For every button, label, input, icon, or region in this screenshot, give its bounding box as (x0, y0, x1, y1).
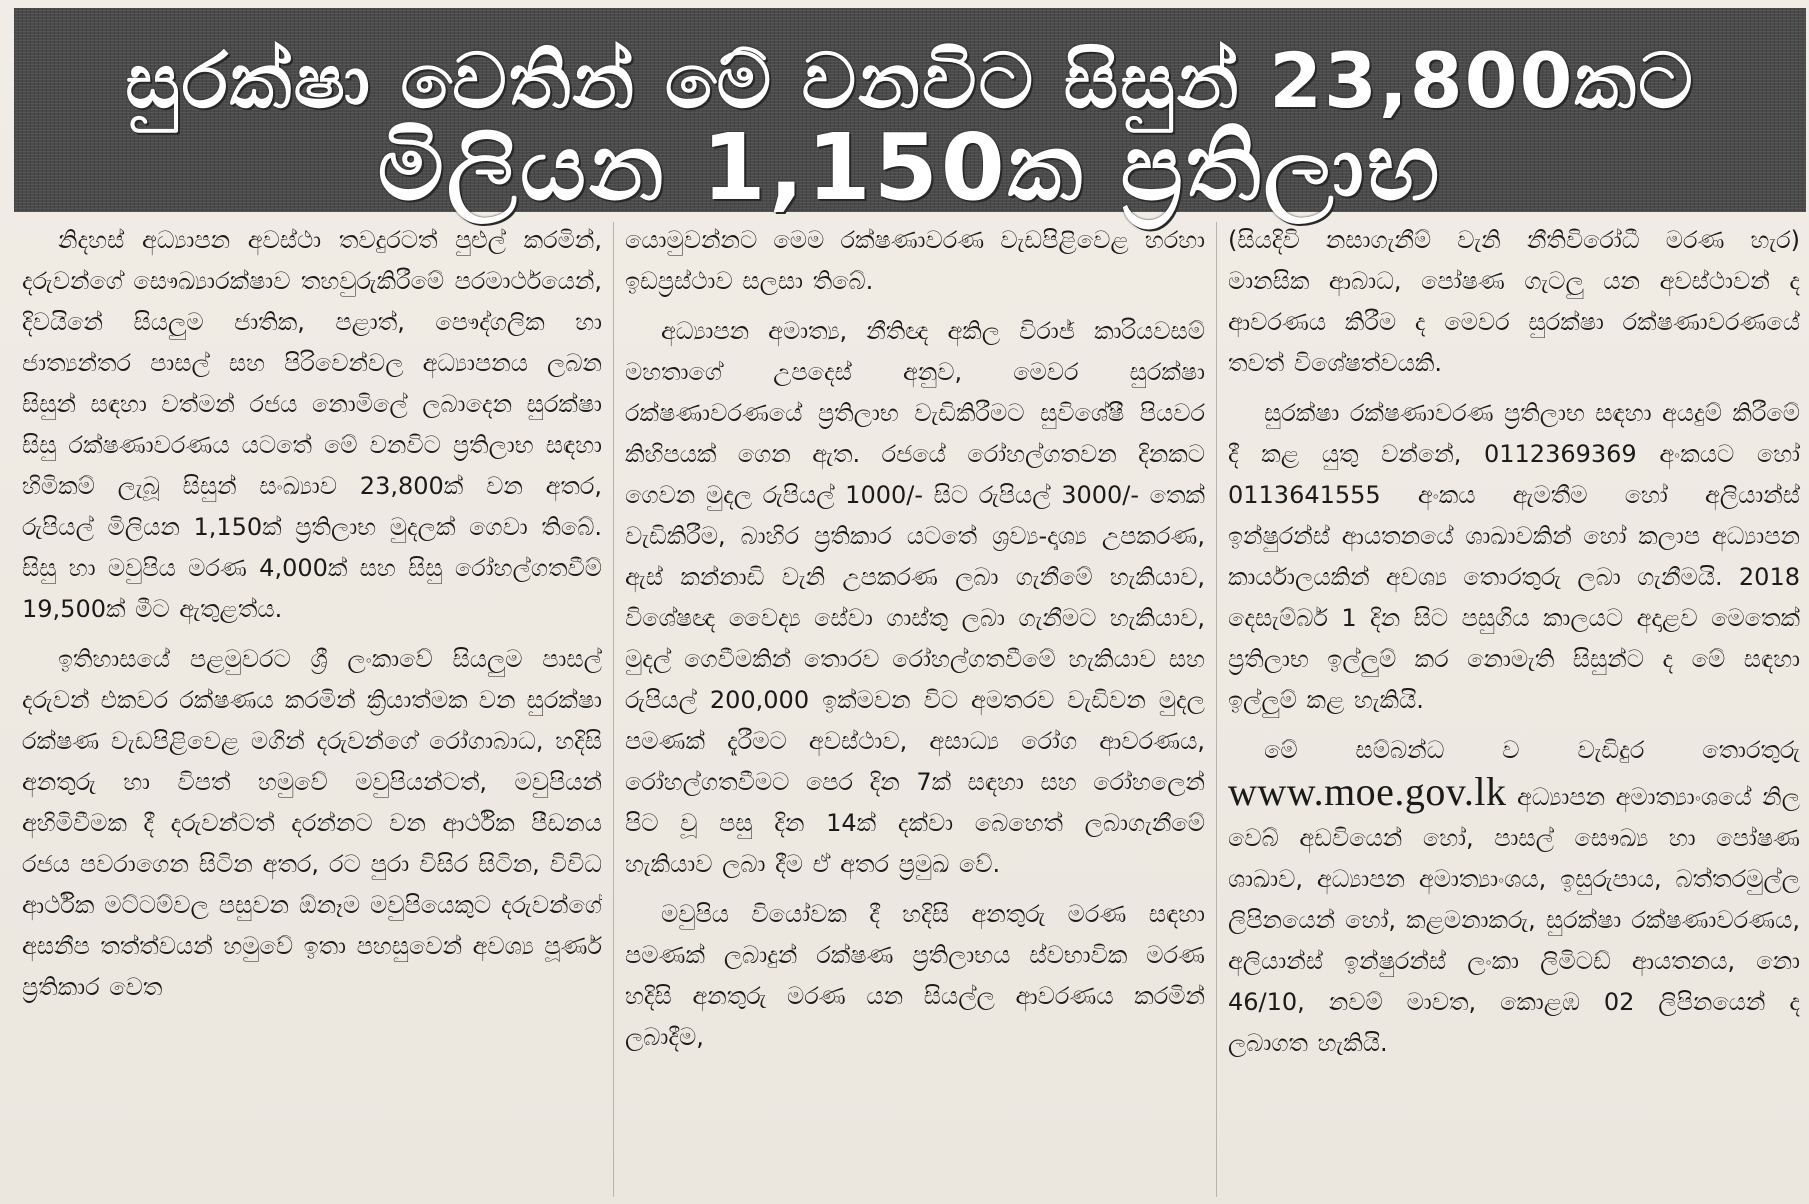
paragraph: අධ්‍යාපන අමාත්‍ය, නීතිඥ අකිල විරාජ් කාරියවසම් මහතාගේ උපදෙස් අනුව, මෙවර සුරක්ෂා රක්ෂණාවරණයේ ප්‍රතිලාභ වැඩිකිරීමට සුවිශේෂී පියවර කිහිපයක් ගෙන ඇත. රජයේ රෝහල්ගතවන දිනකට ගෙවන මුදල රුපියල් 1000/- සිට රුපියල් 3000/- තෙක් වැඩිකිරීම, බාහිර ප්‍රතිකාර යටතේ ශ්‍රව්‍ය-දෘශ්‍ය උපකරණ, ඇස් කන්නාඩි වැනි උපකරණ ලබා ගැනීමේ හැකියාව, විශේෂඥ වෛද්‍ය සේවා ගාස්තු ලබා ගැනීමට හැකියාව, මුදල් ගෙවීමකින් තොරව රෝහල්ගතවීමේ හැකියාව සහ රුපියල් 200,000 ඉක්මවන විට අමතරව වැඩිවන මුදල පමණක් දැරීමට අවස්ථාව, අසාධ්‍ය රෝග ආවරණය, රෝහල්ගතවීමට පෙර දින 7ක් සඳහා සහ රෝහලෙන් පිට වූ පසු දින 14ක් දක්වා බෙහෙත් ලබාගැනීමේ හැකියාව ලබා දීම ඒ අතර ප්‍රමුඛ වේ. (625, 317, 1205, 878)
contact-lead-text: මේ සම්බන්ධ ව වැඩිදුර තොරතුරු (1264, 736, 1800, 764)
article-column-1 (22, 220, 602, 1200)
paragraph: මවුපිය වියෝවක දී හදිසි අනතුරු මරණ සඳහා පමණක් ලබාදුන් රක්ෂණ ප්‍රතිලාභය ස්වභාවික මරණ හදිසි අනතුරු මරණ යන සියල්ල ආවරණය කරමින් ලබාදීම, (625, 900, 1205, 1051)
paragraph: ඉතිහාසයේ පළමුවරට ශ්‍රී ලංකාවේ සියලුම පාසල් දරුවන් එකවර රක්ෂණය කරමින් ක්‍රියාත්මක වන සුරක්ෂා රක්ෂණ වැඩපිළිවෙළ මගින් දරුවන්ගේ රෝගාබාධ, හදිසි අනතුරු හා විපත් හමුවේ මවුපියන්ටත්, මවුපියන් අහිමිවීමක දී දරුවන්ටත් දරන්නට වන ආර්ථික පීඩනය රජය පවරාගෙන සිටින අතර, රට පුරා විසිර සිටින, විවිධ ආර්ථික මට්ටම්වල පසුවන ඕනෑම මවුපියෙකුට දරුවන්ගේ අසනීප තත්ත්වයන් හමුවේ ඉතා පහසුවෙන් අවශ්‍ය පූර්ණ ප්‍රතිකාර වෙත (22, 645, 602, 1001)
headline-line-2: මිලියන 1,150ක ප්‍රතිලාභ (377, 114, 1443, 221)
paragraph-contact (1228, 730, 1800, 1064)
article-column-3 (1228, 220, 1800, 1200)
headline-banner (14, 8, 1806, 221)
paragraph: නිදහස් අධ්‍යාපන අවස්ථා තවදුරටත් පුළුල් කරමින්, දරුවන්ගේ සෞඛ්‍යාරක්ෂාව තහවුරුකිරීමේ පරමාර්ථයෙන්, දිවයිනේ සියලුම ජාතික, පළාත්, පෞද්ගලික හා ජාත්‍යන්තර පාසල් සහ පිරිවෙන්වල අධ්‍යාපනය ලබන සිසුන් සඳහා වත්මන් රජය නොමිලේ ලබාදෙන සුරක්ෂා සිසු රක්ෂණාවරණය යටතේ මේ වනවිට ප්‍රතිලාභ සඳහා හිමිකම් ලැබූ සිසුන් සංඛ්‍යාව 23,800ක් වන අතර, රුපියල් මිලියන 1,150ක් ප්‍රතිලාභ මුදලක් ගෙවා තිබේ. සිසු හා මවුපිය මරණ 4,000ක් සහ සිසු රෝහල්ගතවීම් 19,500ක් මීට ඇතුළත්ය. (22, 226, 602, 623)
paragraph: (සියදිවි නසාගැනීම් වැනි නීතිවිරෝධී මරණ හැර) මානසික ආබාධ, පෝෂණ ගැටලු යන අවස්ථාවන් ද ආවරණය කිරීම ද මෙවර සුරක්ෂා රක්ෂණාවරණයේ තවත් විශේෂත්වයකි. (1228, 226, 1800, 377)
paragraph: සුරක්ෂා රක්ෂණාවරණ ප්‍රතිලාභ සඳහා අයදුම් කිරීමේ දී කළ යුතු වන්නේ, 0112369369 අංකයට හෝ 0113641555 අංකය ඇමතීම හෝ අලියාන්ස් ඉන්ෂුරන්ස් ආයතනයේ ශාඛාවකින් හෝ කලාප අධ්‍යාපන කාර්යාලයකින් අවශ්‍ය තොරතුරු ලබා ගැනීමයි. 2018 දෙසැම්බර් 1 දින සිට පසුගිය කාලයට අදාළව මෙතෙක් ප්‍රතිලාභ ඉල්ලුම් කර නොමැති සිසුන්ට ද මේ සඳහා ඉල්ලුම් කළ හැකියි. (1228, 399, 1800, 714)
website-url: www.moe.gov.lk (1228, 769, 1507, 814)
article-column-2 (625, 220, 1205, 1200)
column-divider (613, 222, 614, 1197)
contact-details-text: අධ්‍යාපන අමාත්‍යාංශයේ නිල වෙබ් අඩවියෙන් හෝ, පාසල් සෞඛ්‍ය හා පෝෂණ ශාඛාව, අධ්‍යාපන අමාත්‍යාංශය, ඉසුරුපාය, බත්තරමුල්ල ලිපිනයෙන් හෝ, කළමනාකරු, සුරක්ෂා රක්ෂණාවරණය, අලියාන්ස් ඉන්ෂුරන්ස් ලංකා ලිමිටඩ් ආයතනය, නො 46/10, නවම් මාවත, කොළඹ 02 ලිපිනයෙන් ද ලබාගත හැකියි. (1228, 783, 1800, 1057)
paragraph: යොමුවන්නට මෙම රක්ෂණාවරණ වැඩපිළිවෙළ හරහා ඉඩප්‍රස්ථාව සලසා තිබේ. (625, 226, 1205, 295)
headline-line-1: සුරක්ෂා වෙතින් මේ වනවිට සිසුන් 23,800කට (125, 36, 1695, 125)
column-divider (1216, 222, 1217, 1197)
